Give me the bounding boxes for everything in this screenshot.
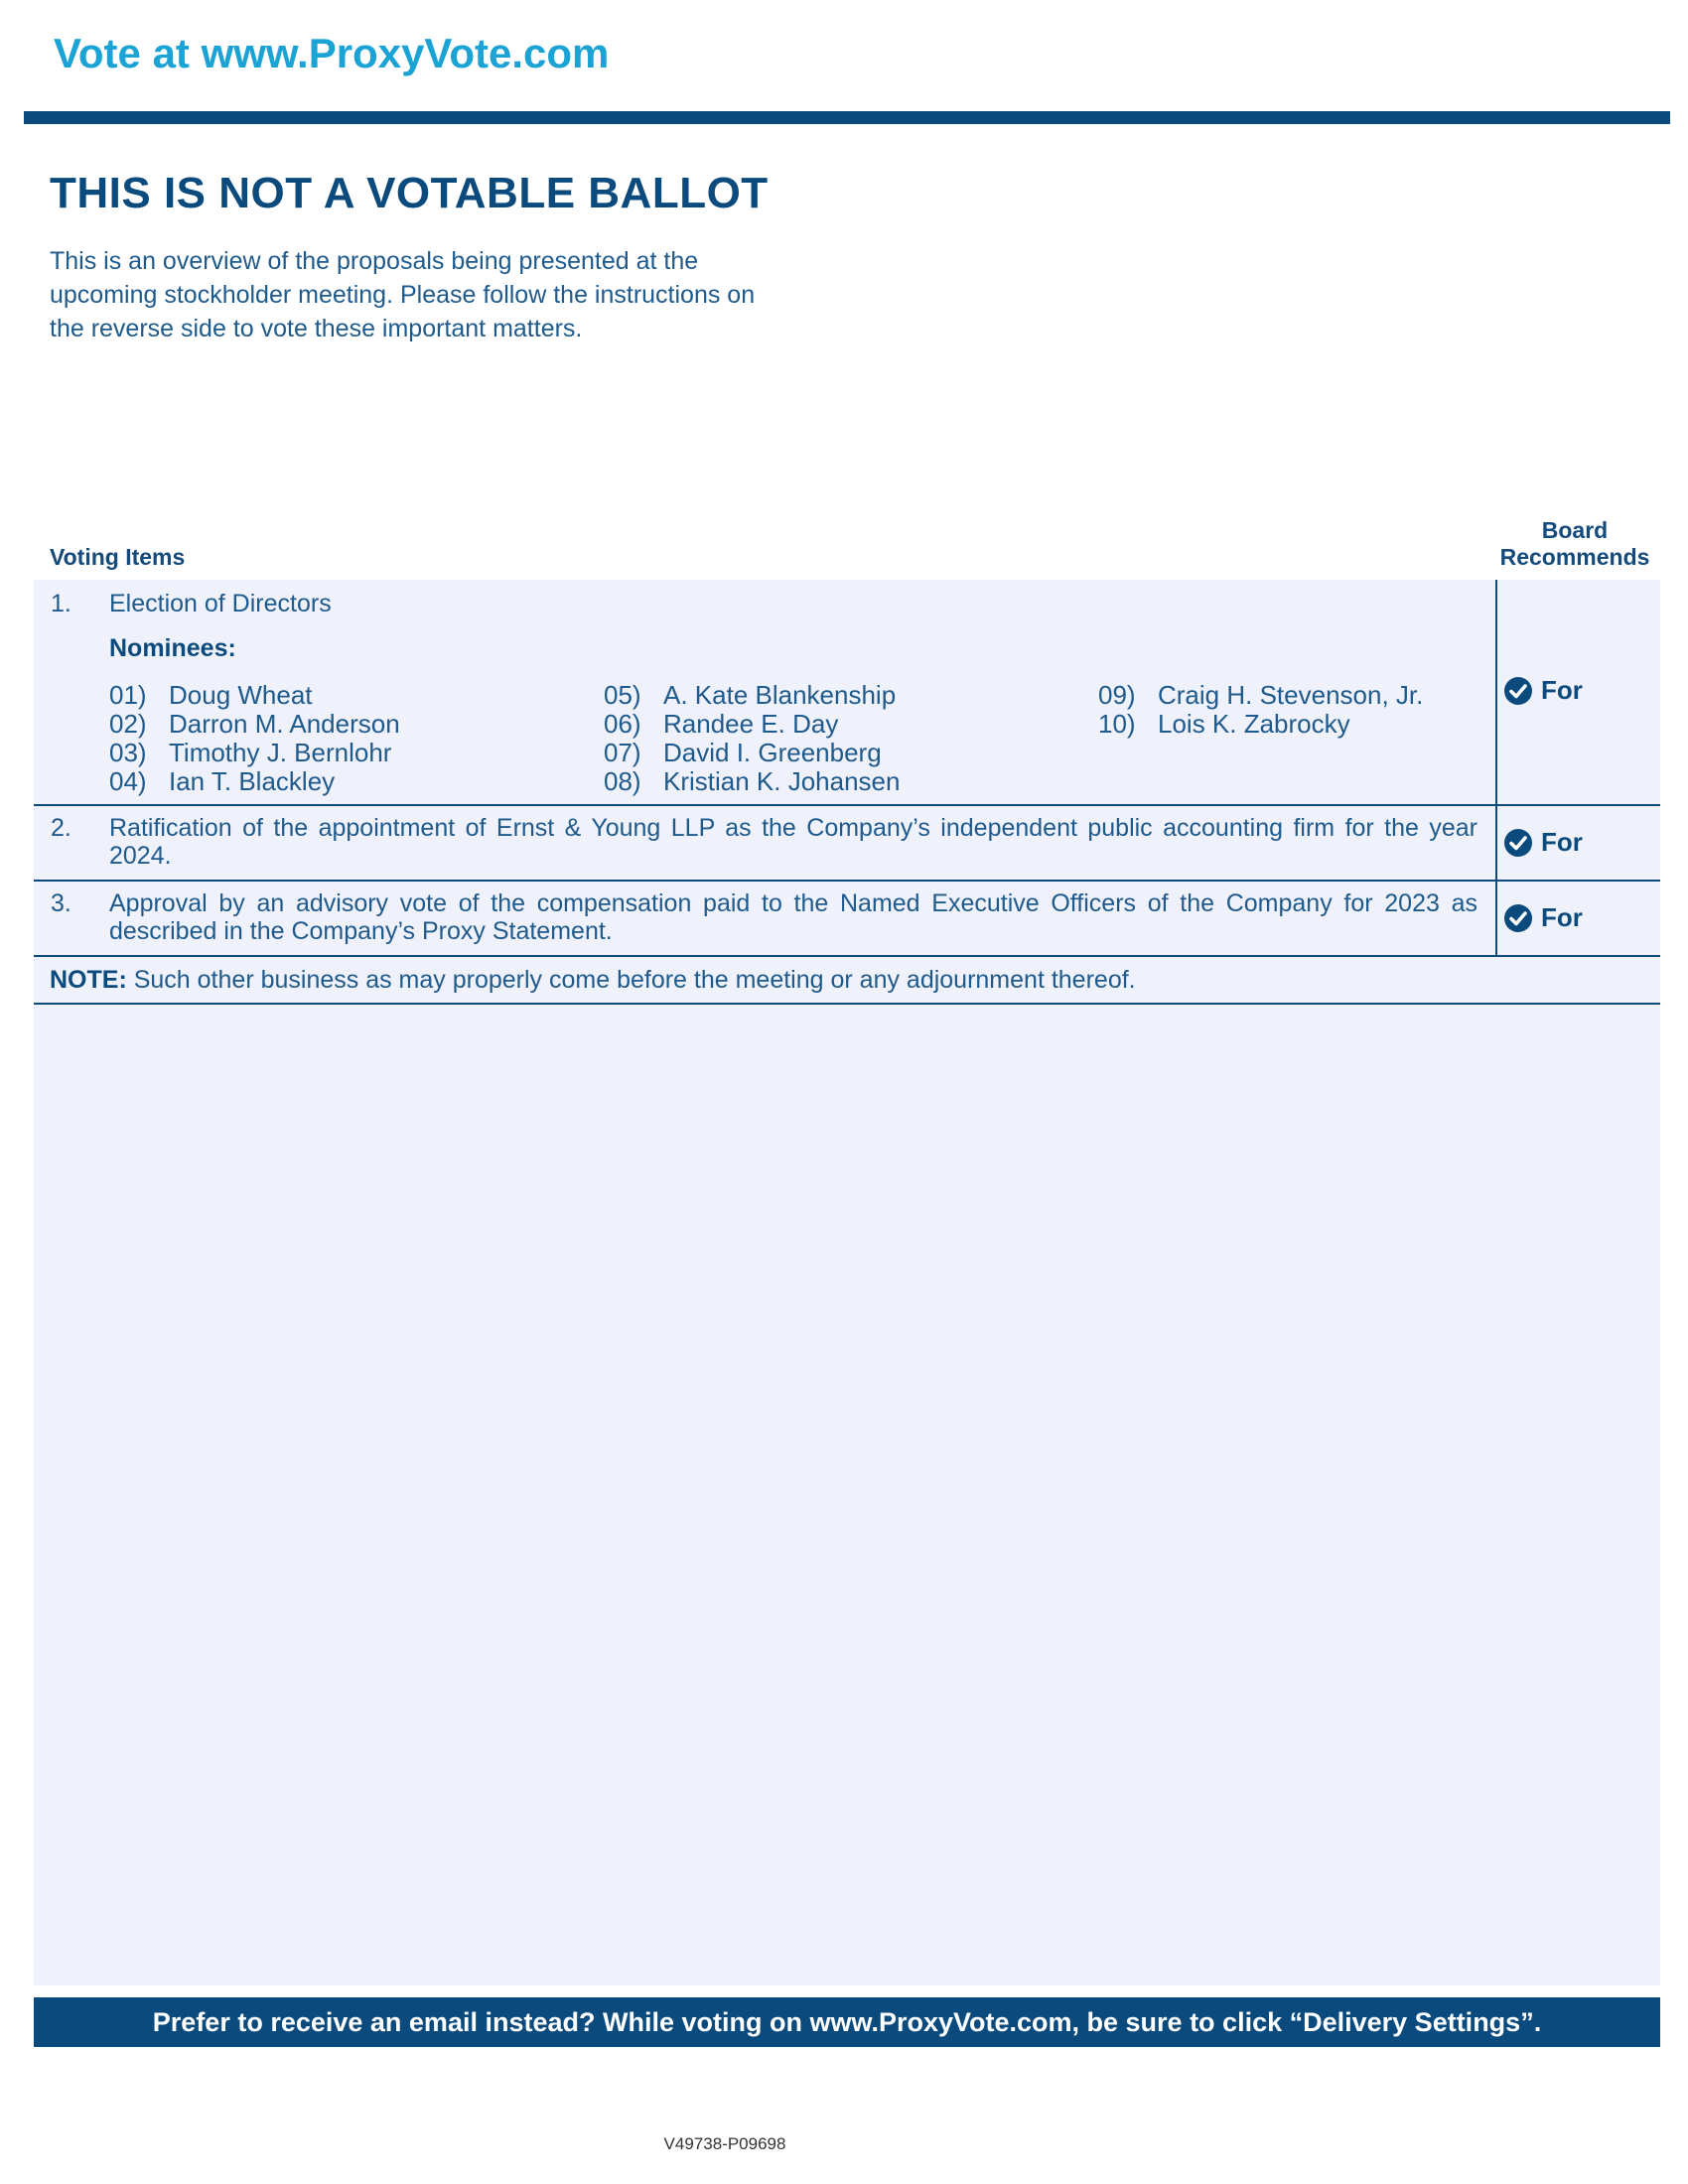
check-circle-icon — [1503, 903, 1533, 933]
note-row — [34, 957, 1660, 1005]
header-rule — [24, 111, 1670, 124]
nominee — [109, 739, 400, 767]
nominee-name: A. Kate Blankenship — [663, 680, 897, 710]
intro-line: the reverse side to vote these important matters. — [50, 315, 583, 342]
nominee-number: 09) — [1098, 680, 1136, 710]
recommendation-for — [1503, 675, 1583, 706]
recommendation-for — [1503, 902, 1583, 933]
nominee-column — [109, 681, 400, 796]
recommendation-cell — [1495, 882, 1660, 955]
recommendation-cell — [1495, 806, 1660, 880]
nominee-name: Randee E. Day — [663, 709, 839, 739]
item-text: Ratification of the appointment of Ernst & Young LLP as the Company’s independent public accounting firm for the year 2024. — [109, 814, 1477, 870]
nominee-column — [1098, 681, 1423, 739]
nominee — [604, 739, 900, 767]
nominee-number: 04) — [109, 766, 147, 796]
recommendation-label: For — [1541, 827, 1583, 857]
page-title: THIS IS NOT A VOTABLE BALLOT — [50, 169, 769, 217]
nominee — [604, 710, 900, 739]
item-text: Election of Directors — [109, 590, 332, 617]
nominee-number: 07) — [604, 738, 641, 767]
voting-item-1 — [34, 580, 1660, 806]
nominee-name: Craig H. Stevenson, Jr. — [1158, 680, 1424, 710]
nominee-number: 10) — [1098, 709, 1136, 739]
nominee-name: David I. Greenberg — [663, 738, 882, 767]
nominee-number: 06) — [604, 709, 641, 739]
nominee-number: 05) — [604, 680, 641, 710]
proxyvote-link[interactable]: Vote at www.ProxyVote.com — [54, 30, 610, 76]
nominee — [604, 681, 900, 710]
nominee — [604, 767, 900, 796]
item-number: 2. — [51, 814, 71, 842]
recommendation-cell — [1495, 580, 1660, 804]
nominee-name: Ian T. Blackley — [169, 766, 336, 796]
nominee-name: Timothy J. Bernlohr — [169, 738, 392, 767]
intro-text — [50, 244, 844, 345]
board-recommends-header — [1483, 517, 1666, 571]
board-recommends-line: Board — [1541, 517, 1609, 543]
document-code: V49738-P09698 — [663, 2134, 786, 2153]
voting-item-3 — [34, 882, 1660, 957]
intro-line: upcoming stockholder meeting. Please follow the instructions on — [50, 281, 756, 309]
nominee-name: Doug Wheat — [169, 680, 313, 710]
voting-items-panel — [34, 580, 1660, 1985]
nominee — [109, 710, 400, 739]
item-number: 3. — [51, 889, 71, 917]
note-body: Such other business as may properly come before the meeting or any adjournment thereof. — [126, 966, 1136, 994]
item-number: 1. — [51, 590, 71, 617]
nominee — [1098, 681, 1423, 710]
item-text: Approval by an advisory vote of the compensation paid to the Named Executive Officers of the Company for 2023 as described in the Company’s Proxy Statement. — [109, 889, 1477, 945]
nominee-number: 03) — [109, 738, 147, 767]
nominee-number: 01) — [109, 680, 147, 710]
nominee-name: Kristian K. Johansen — [663, 766, 901, 796]
nominee-name: Darron M. Anderson — [169, 709, 400, 739]
recommendation-for — [1503, 827, 1583, 858]
board-recommends-line: Recommends — [1499, 544, 1650, 570]
nominee-number: 02) — [109, 709, 147, 739]
intro-line: This is an overview of the proposals being presented at the — [50, 247, 699, 275]
note-label: NOTE: — [50, 966, 127, 994]
note-text — [50, 957, 1136, 1003]
nominee-column — [604, 681, 900, 796]
voting-item-2 — [34, 806, 1660, 882]
recommendation-label: For — [1541, 675, 1583, 705]
voting-items-header: Voting Items — [50, 544, 186, 570]
nominee — [109, 681, 400, 710]
check-circle-icon — [1503, 828, 1533, 858]
nominee — [109, 767, 400, 796]
nominees-label: Nominees: — [109, 634, 236, 662]
nominee-name: Lois K. Zabrocky — [1158, 709, 1350, 739]
nominee — [1098, 710, 1423, 739]
recommendation-label: For — [1541, 902, 1583, 932]
delivery-settings-banner: Prefer to receive an email instead? While voting on www.ProxyVote.com, be sure to click “Delivery Settings”. — [34, 1997, 1660, 2047]
check-circle-icon — [1503, 676, 1533, 706]
nominee-number: 08) — [604, 766, 641, 796]
